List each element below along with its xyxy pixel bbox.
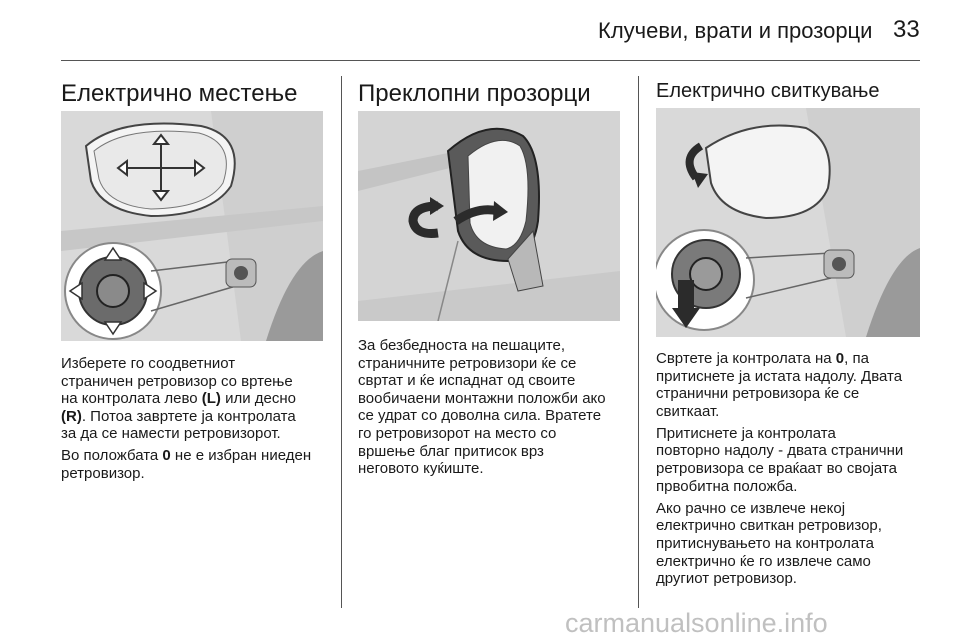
section-heading-electric-adjustment: Електрично местење	[61, 80, 298, 107]
col3-text	[656, 350, 928, 592]
col1-text	[61, 355, 331, 487]
mirror-power-fold-figure	[656, 108, 920, 337]
col1-paragraph-1: Изберете го соодветниот страничен ретровизор со вртење на контролата лево (L) или десно (R). Потоа завртете ја контролата за да се намести ретровизорот.	[61, 355, 296, 443]
mirror-fold-figure	[358, 111, 620, 321]
page-header-title: Клучеви, врати и прозорци	[598, 18, 873, 43]
mirror-fold-icon	[358, 111, 620, 321]
col3-paragraph-2: Притиснете ја контролата повторно надолу - двата странични ретровизора се враќаат во својата првобитна положба.	[656, 424, 904, 495]
section-heading-power-folding: Електрично свиткување	[656, 80, 880, 102]
col2-text	[358, 337, 630, 482]
col2-paragraph-1: За безбедноста на пешаците, страничните ретровизори ќе се свртат и ќе испаднат од своите вообичаени монтажни положби ако се удрат со доволна сила. Вратете го ретровизорот на место со вршење благ притисок врз неговото куќиште.	[358, 337, 606, 478]
header-divider	[61, 60, 920, 61]
mirror-adjust-joystick-icon	[61, 111, 323, 341]
page-number: 33	[893, 16, 920, 43]
section-heading-folding-mirrors: Преклопни прозорци	[358, 80, 591, 107]
column-divider-2	[638, 76, 639, 608]
col1-paragraph-2: Во положбата 0 не е избран ниеден ретровизор.	[61, 447, 312, 483]
column-divider-1	[341, 76, 342, 608]
watermark: carmanualsonline.info	[565, 608, 828, 638]
mirror-adjust-figure	[61, 111, 323, 341]
col3-paragraph-1: Свртете ја контролата на 0, па притиснете ја истата надолу. Двата странични ретровизора ќе се свиткаат.	[656, 350, 903, 420]
mirror-power-fold-icon	[656, 108, 920, 337]
col3-paragraph-3: Ако рачно се извлече некој електрично свиткан ретровизор, притиснувањето на контролата електрично ќе го извлече само другиот ретровизор.	[656, 499, 882, 588]
